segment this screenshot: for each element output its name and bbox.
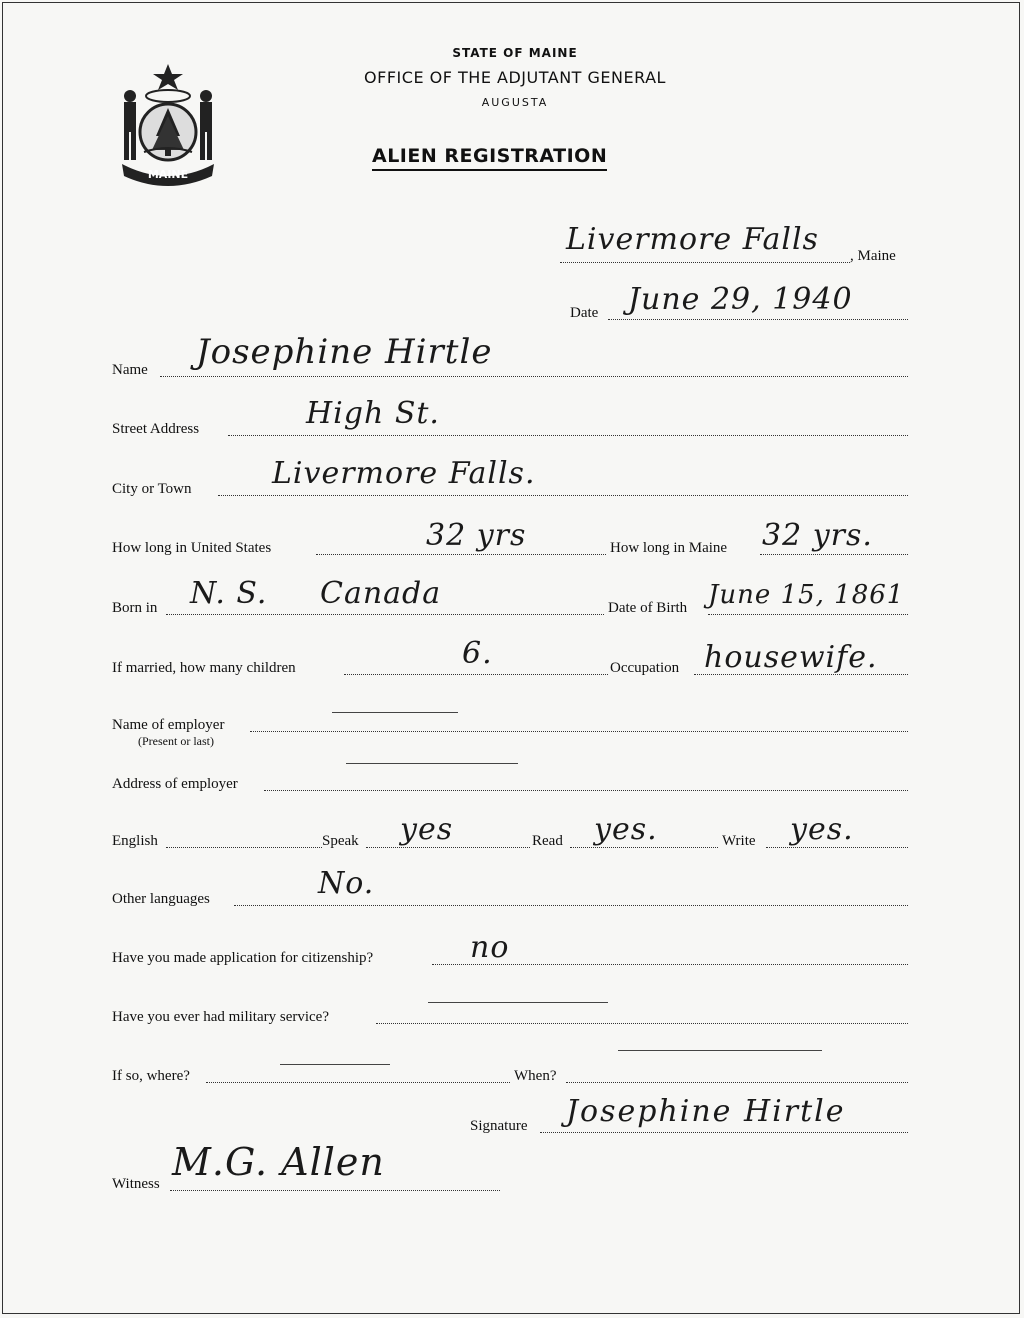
maine-label: , Maine [850,248,896,264]
street-label: Street Address [112,421,200,437]
signature-line [540,1132,908,1133]
speak-label: Speak [322,833,359,849]
state-heading: STATE OF MAINE [452,46,578,60]
english-line [166,847,322,848]
write-entry: yes. [790,812,854,847]
years-maine-entry: 32 yrs. [762,518,873,553]
occupation-entry: housewife. [704,640,878,675]
children-entry: 6. [462,636,493,671]
children-line [344,674,608,675]
town-line [560,262,850,263]
military-dash [428,1002,608,1003]
citizenship-entry: no [470,930,510,965]
name-line [160,376,908,377]
english-label: English [112,833,158,849]
speak-entry: yes [400,812,454,847]
city-entry: Livermore Falls. [272,456,536,491]
signature-entry: Josephine Hirtle [566,1094,846,1129]
other-languages-label: Other languages [112,891,210,907]
other-languages-entry: No. [318,866,375,901]
read-line [570,847,718,848]
when-label: When? [514,1068,557,1084]
years-maine-label: How long in Maine [610,540,728,556]
witness-label: Witness [112,1176,160,1192]
employer-address-line [264,790,908,791]
employer-name-dash [332,712,458,713]
where-dash [280,1064,390,1065]
born-in-label: Born in [112,600,158,616]
write-label: Write [722,833,756,849]
street-line [228,435,908,436]
read-entry: yes. [594,812,658,847]
witness-entry: M.G. Allen [172,1140,385,1184]
date-label: Date [570,305,599,321]
date-entry: June 29, 1940 [628,282,853,317]
birth-date-line [708,614,908,615]
birth-date-entry: June 15, 1861 [708,580,905,610]
city-heading: AUGUSTA [481,96,549,109]
years-maine-line [760,554,908,555]
read-label: Read [532,833,563,849]
where-label: If so, where? [112,1068,190,1084]
office-heading: OFFICE OF THE ADJUTANT GENERAL [364,68,666,87]
employer-address-dash [346,763,518,764]
citizenship-label: Have you made application for citizenship? [112,950,374,966]
children-label: If married, how many children [112,660,296,676]
witness-line [170,1190,500,1191]
occupation-label: Occupation [610,660,680,676]
employer-note: (Present or last) [138,734,214,748]
born-in-country: Canada [320,576,442,611]
years-us-label: How long in United States [112,540,272,556]
other-languages-line [234,905,908,906]
city-line [218,495,908,496]
when-dash [618,1050,822,1051]
born-in-line [166,614,604,615]
form-title: ALIEN REGISTRATION [372,145,607,171]
years-us-line [316,554,606,555]
maine-seal-icon [112,60,224,188]
city-label: City or Town [112,481,192,497]
employer-address-label: Address of employer [112,776,238,792]
street-entry: High St. [306,396,440,431]
date-line [608,319,908,320]
years-us-entry: 32 yrs [426,518,527,553]
born-in-province: N. S. [190,576,268,611]
where-line [206,1082,510,1083]
name-label: Name [112,362,148,378]
name-entry: Josephine Hirtle [196,332,493,372]
employer-name-label: Name of employer [112,717,225,733]
svg-text:MAINE: MAINE [147,168,189,181]
military-line [376,1023,908,1024]
military-label: Have you ever had military service? [112,1009,329,1025]
employer-name-line [250,731,908,732]
town-entry: Livermore Falls [566,222,819,257]
signature-label: Signature [470,1118,528,1134]
when-line [566,1082,908,1083]
speak-line [366,847,530,848]
birth-date-label: Date of Birth [608,600,688,616]
write-line [766,847,908,848]
